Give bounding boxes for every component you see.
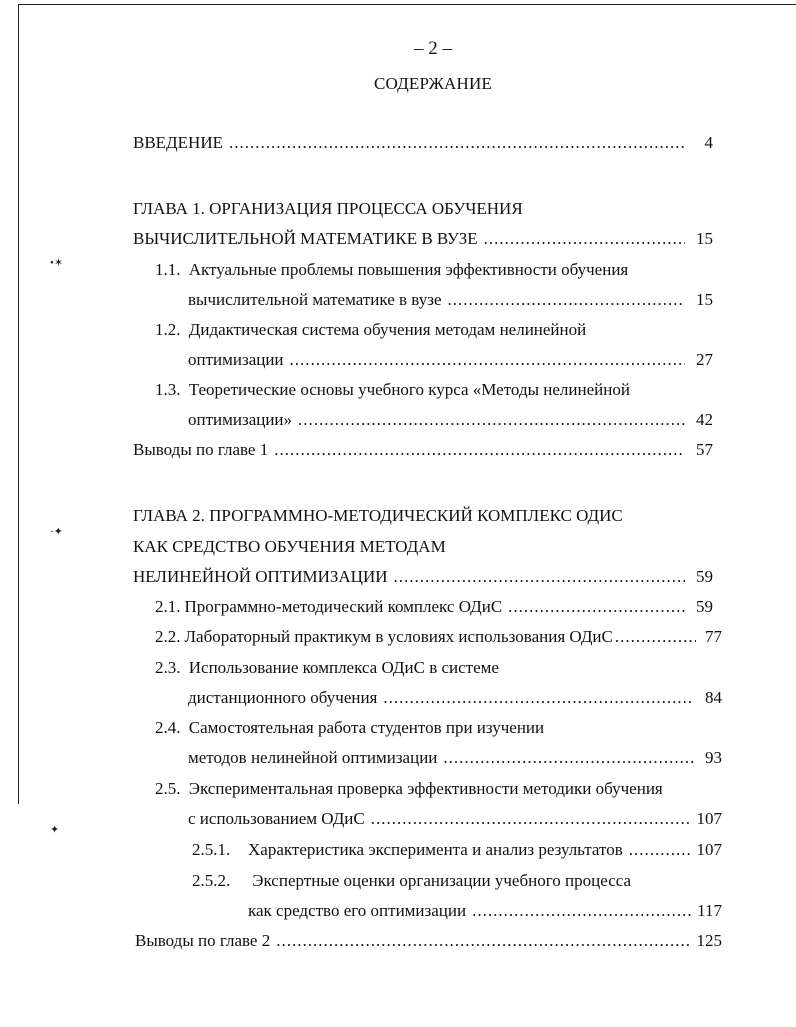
- toc-page-number: 59: [696, 567, 713, 586]
- dot-leader: [371, 809, 691, 829]
- section-title: Экспериментальная проверка эффективности методики обучения: [188, 779, 663, 798]
- chapter-1-title: ГЛАВА 1. ОРГАНИЗАЦИЯ ПРОЦЕССА ОБУЧЕНИЯ: [133, 199, 523, 218]
- toc-page-number: 77: [705, 627, 722, 646]
- section-title-line2: как средство его оптимизации: [248, 901, 467, 920]
- toc-page-number: 15: [696, 229, 713, 248]
- toc-entry-intro: [133, 133, 713, 157]
- chapter-2-title-line3: НЕЛИНЕЙНОЙ ОПТИМИЗАЦИИ: [133, 567, 388, 586]
- dot-leader: [383, 688, 694, 708]
- toc-entry-1-1: [188, 290, 713, 314]
- dot-leader: [290, 350, 685, 370]
- dot-leader: [229, 133, 685, 153]
- section-title: Теоретические основы учебного курса «Методы нелинейной: [188, 380, 630, 399]
- section-number: 1.2.: [155, 320, 181, 339]
- section-2-5-2: [192, 871, 631, 891]
- toc-entry-text: Выводы по главе 2: [135, 931, 271, 950]
- section-number: 1.3.: [155, 380, 181, 399]
- toc-page-number: 59: [696, 597, 713, 616]
- dot-leader: [508, 597, 685, 617]
- section-title: Программно-методический комплекс ОДиС: [184, 597, 503, 616]
- toc-page-number: 117: [697, 901, 722, 920]
- toc-entry-chapter-1: [133, 229, 713, 253]
- section-number: 1.1.: [155, 260, 181, 279]
- dot-leader: [443, 748, 694, 768]
- toc-entry-text: Выводы по главе 1: [133, 440, 269, 459]
- page-title: СОДЕРЖАНИЕ: [373, 74, 493, 93]
- section-title-line2: оптимизации»: [188, 410, 293, 429]
- section-1-2: [155, 320, 586, 340]
- section-2-5: [155, 779, 663, 799]
- section-number: 2.5.: [155, 779, 181, 798]
- toc-entry-1-3: [188, 410, 713, 434]
- toc-entry-chapter-2: [133, 567, 713, 591]
- toc-page-number: 84: [705, 688, 722, 707]
- toc-entry-2-4: [188, 748, 722, 772]
- toc-page-number: 57: [696, 440, 713, 459]
- dot-leader: [298, 410, 685, 430]
- toc-page-number: 4: [704, 133, 713, 152]
- toc-page-number: 93: [705, 748, 722, 767]
- dot-leader: [484, 229, 685, 249]
- toc-entry-2-5-2: [248, 901, 722, 925]
- section-title: Дидактическая система обучения методам нелинейной: [188, 320, 587, 339]
- toc-page-number: 27: [696, 350, 713, 369]
- section-title-line2: методов нелинейной оптимизации: [188, 748, 438, 767]
- section-number: 2.5.2.: [192, 871, 231, 890]
- dot-leader: [615, 627, 696, 647]
- section-title: Лабораторный практикум в условиях использования ОДиС: [184, 627, 613, 646]
- chapter-1-title-line2: ВЫЧИСЛИТЕЛЬНОЙ МАТЕМАТИКЕ В ВУЗЕ: [133, 229, 478, 248]
- toc-entry-text: ВВЕДЕНИЕ: [133, 133, 223, 152]
- section-number: 2.2.: [155, 627, 181, 646]
- section-2-3: [155, 658, 499, 678]
- scan-border-top: [18, 4, 796, 5]
- scan-mark: ·✦: [50, 526, 63, 538]
- toc-page-number: 42: [696, 410, 713, 429]
- section-title-line2: с использованием ОДиС: [188, 809, 365, 828]
- section-title-line2: вычислительной математике в вузе: [188, 290, 442, 309]
- toc-entry-2-5-1: [192, 840, 722, 864]
- dot-leader: [448, 290, 686, 310]
- section-title: Самостоятельная работа студентов при изучении: [188, 718, 545, 737]
- toc-entry-2-2: [155, 627, 722, 651]
- section-title: Экспертные оценки организации учебного процесса: [252, 871, 632, 890]
- section-title: Актуальные проблемы повышения эффективности обучения: [188, 260, 629, 279]
- toc-page-number: 107: [696, 840, 722, 859]
- section-2-4: [155, 718, 544, 738]
- chapter-2-title-line2: КАК СРЕДСТВО ОБУЧЕНИЯ МЕТОДАМ: [133, 537, 446, 556]
- scan-mark: •✶: [50, 257, 64, 269]
- section-1-3: [155, 380, 630, 400]
- section-title: Использование комплекса ОДиС в системе: [188, 658, 499, 677]
- dot-leader: [472, 901, 691, 921]
- toc-page-number: 107: [696, 809, 722, 828]
- toc-page-number: 15: [696, 290, 713, 309]
- section-number: 2.4.: [155, 718, 181, 737]
- scan-mark: ✦: [50, 824, 60, 836]
- chapter-2-title: ГЛАВА 2. ПРОГРАММНО-МЕТОДИЧЕСКИЙ КОМПЛЕКС ОДИС: [133, 506, 623, 525]
- toc-entry-conclusion-2: [135, 931, 722, 955]
- section-number: 2.5.1.: [192, 840, 231, 859]
- toc-entry-2-5: [188, 809, 722, 833]
- toc-entry-1-2: [188, 350, 713, 374]
- dot-leader: [629, 840, 691, 860]
- section-title: Характеристика эксперимента и анализ результатов: [248, 840, 623, 859]
- toc-entry-2-1: [155, 597, 713, 621]
- section-title-line2: дистанционного обучения: [188, 688, 378, 707]
- section-number: 2.3.: [155, 658, 181, 677]
- dot-leader: [274, 440, 685, 460]
- section-1-1: [155, 260, 628, 280]
- section-title-line2: оптимизации: [188, 350, 284, 369]
- section-number: 2.1.: [155, 597, 181, 616]
- toc-entry-conclusion-1: [133, 440, 713, 464]
- dot-leader: [394, 567, 686, 587]
- toc-entry-2-3: [188, 688, 722, 712]
- toc-page-number: 125: [696, 931, 722, 950]
- scan-border-left: [18, 4, 19, 804]
- page-number: – 2 –: [414, 38, 452, 59]
- dot-leader: [276, 931, 690, 951]
